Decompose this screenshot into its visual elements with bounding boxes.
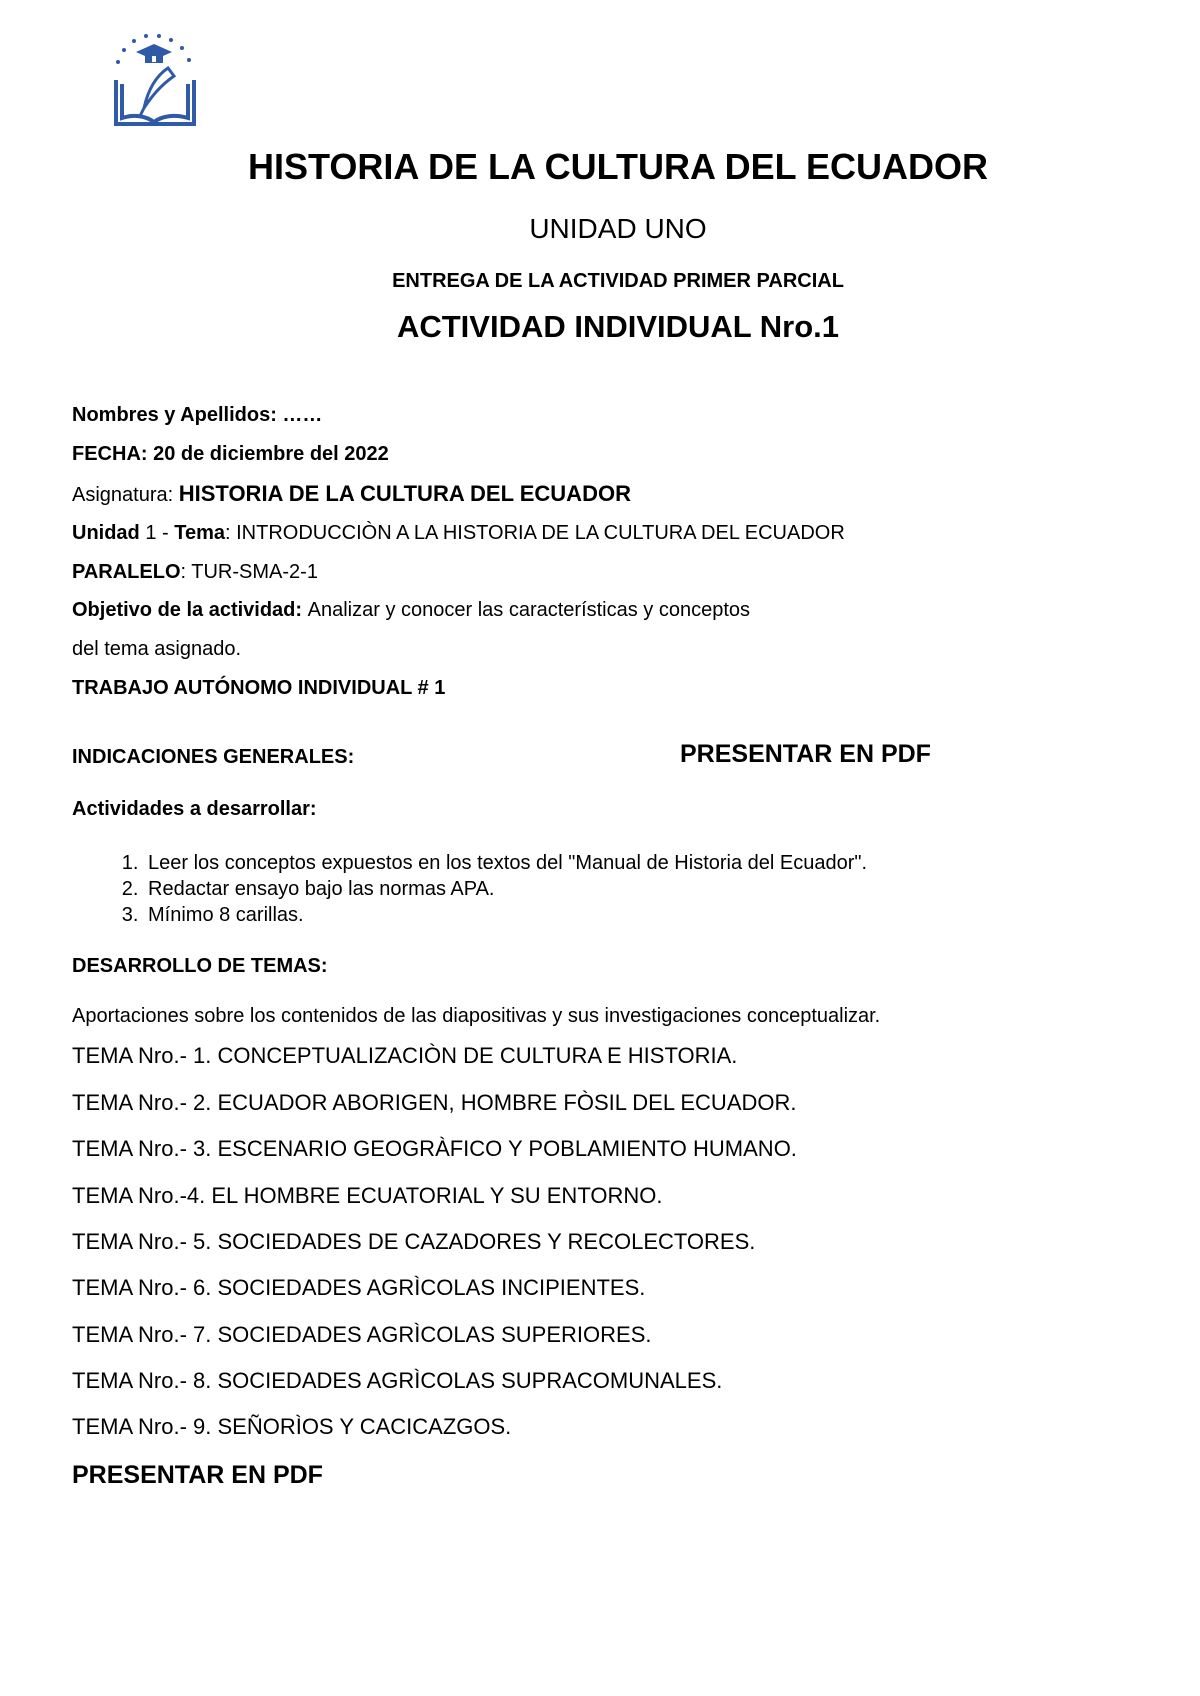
topic-item: TEMA Nro.- 8. SOCIEDADES AGRÌCOLAS SUPRACOMUNALES. — [72, 1368, 723, 1393]
topic-item: TEMA Nro.- 1. CONCEPTUALIZACIÒN DE CULTURA E HISTORIA. — [72, 1043, 738, 1068]
topic-item: TEMA Nro.- 3. ESCENARIO GEOGRÀFICO Y POBLAMIENTO HUMANO. — [72, 1136, 797, 1161]
subject-label: Asignatura: — [72, 484, 179, 506]
objective-value-line2: del tema asignado. — [72, 638, 242, 660]
unit-label: Unidad — [72, 522, 140, 544]
document-title: HISTORIA DE LA CULTURA DEL ECUADOR — [247, 146, 988, 187]
topic-item: TEMA Nro.- 2. ECUADOR ABORIGEN, HOMBRE FÒSIL DEL ECUADOR. — [72, 1090, 797, 1115]
quill-icon — [140, 68, 174, 116]
present-pdf-footer: PRESENTAR EN PDF — [72, 1461, 323, 1489]
topic-item: TEMA Nro.- 9. SEÑORÌOS Y CACICAZGOS. — [72, 1414, 512, 1439]
activities-list — [102, 850, 867, 928]
present-pdf-notice: PRESENTAR EN PDF — [680, 740, 931, 768]
activities-label: Actividades a desarrollar: — [72, 798, 317, 820]
objective-field — [72, 599, 750, 622]
paralelo-field — [72, 561, 318, 584]
topic-item: TEMA Nro.- 5. SOCIEDADES DE CAZADORES Y RECOLECTORES. — [72, 1229, 756, 1254]
date-field: FECHA: 20 de diciembre del 2022 — [72, 443, 389, 465]
unit-value: 1 - — [139, 522, 175, 544]
topic-item: TEMA Nro.- 7. SOCIEDADES AGRÌCOLAS SUPERIORES. — [72, 1322, 652, 1347]
institution-logo — [112, 34, 198, 132]
work-label: TRABAJO AUTÓNOMO INDIVIDUAL # 1 — [72, 677, 446, 699]
development-intro: Aportaciones sobre los contenidos de las diapositivas y sus investigaciones conceptualizar. — [72, 1005, 881, 1027]
unit-topic-field — [72, 522, 845, 545]
topic-value: : INTRODUCCIÒN A LA HISTORIA DE LA CULTURA DEL ECUADOR — [225, 522, 845, 544]
graduation-cap-icon — [136, 44, 172, 63]
delivery-heading: ENTREGA DE LA ACTIVIDAD PRIMER PARCIAL — [392, 270, 844, 292]
indications-label: INDICACIONES GENERALES: — [72, 746, 355, 768]
paralelo-label: PARALELO — [72, 561, 181, 583]
objective-value-line1: Analizar y conocer las características y conceptos — [307, 599, 751, 621]
objective-label: Objetivo de la actividad: — [72, 599, 308, 621]
list-item: 2. Redactar ensayo bajo las normas APA. — [144, 876, 867, 902]
activity-heading: ACTIVIDAD INDIVIDUAL Nro.1 — [396, 309, 840, 344]
topic-item: TEMA Nro.-4. EL HOMBRE ECUATORIAL Y SU ENTORNO. — [72, 1183, 663, 1208]
open-book-icon — [116, 80, 194, 124]
topic-item: TEMA Nro.- 6. SOCIEDADES AGRÌCOLAS INCIPIENTES. — [72, 1275, 646, 1300]
names-field: Nombres y Apellidos: …… — [72, 404, 323, 426]
list-item: 3. Mínimo 8 carillas. — [144, 902, 867, 928]
development-label: DESARROLLO DE TEMAS: — [72, 955, 328, 977]
subject-field — [72, 481, 631, 507]
paralelo-value: : TUR-SMA-2-1 — [180, 561, 318, 583]
unit-heading: UNIDAD UNO — [529, 213, 707, 244]
list-item: 1. Leer los conceptos expuestos en los textos del "Manual de Historia del Ecuador". — [144, 850, 867, 876]
topic-label: Tema — [174, 522, 225, 544]
subject-value: HISTORIA DE LA CULTURA DEL ECUADOR — [178, 481, 631, 506]
